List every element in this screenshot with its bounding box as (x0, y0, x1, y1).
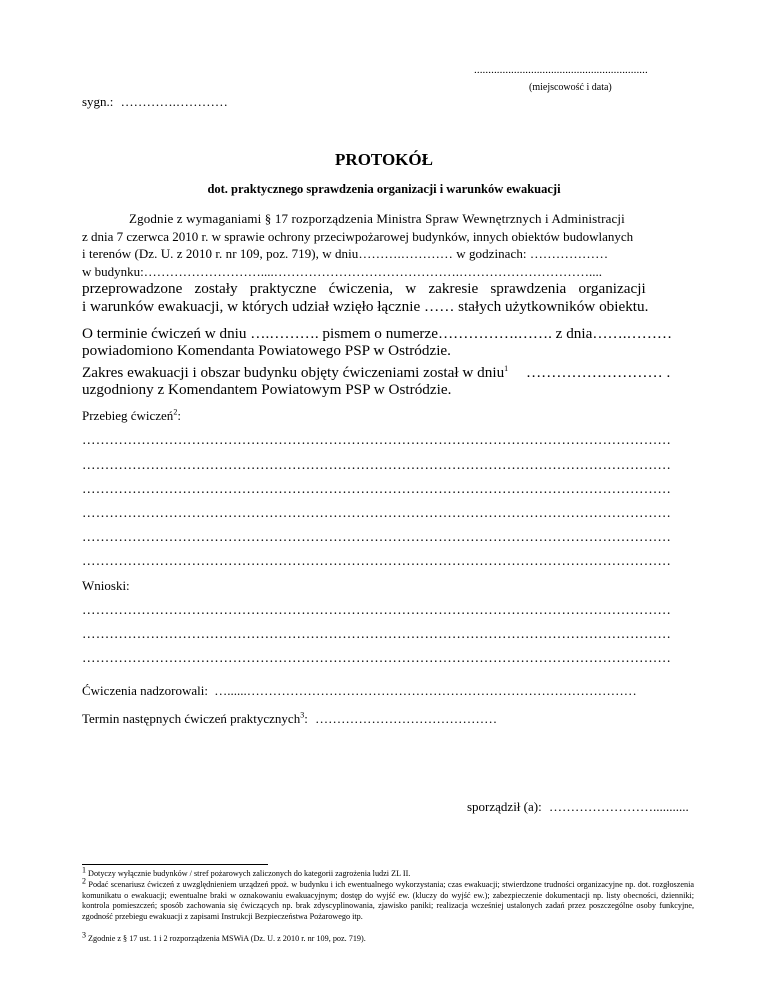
intro-line-4: w budynku:………………………....…………………………………….………………………….... (82, 264, 602, 279)
footnote-ref-3: 3 (300, 710, 305, 720)
footnote-2: $^2$ Podać scenariusz ćwiczeń z uwzględnieniem urządzeń ppoż. w budynku i ich ewentualnego wykorzystania; czas ewakuacji; stwierdzone trudności organizacyjne np. dot. rozgłoszenia komunikatu o ewakuacji; ewentualne braki w oznakowaniu ewakuacyjnym; dostęp do wyjść ew. (kluczy do wyjść ew.); zabezpieczenie dokumentacji np. listy obecności, dzienniki; kontrola pomieszczeń; sposób zachowania się ćwiczących np. brak zdyscyplinowania, zjawisko paniki; realizacja wcześniej ustalonych zadań przez poszczególne osoby funkcyjne, zgodność przebiegu ewakuacji z zapisami Instrukcji Bezpieczeństwa Pożarowego itp. (82, 876, 694, 921)
place-date-dots[interactable]: ............................................................. (474, 64, 648, 76)
course-line[interactable]: ………………………………………………………………………………………………………………… (82, 457, 672, 472)
supervised-line (82, 683, 637, 699)
footnote-ref-2: 2 (173, 407, 178, 417)
course-line[interactable]: ………………………………………………………………………………………………………………… (82, 481, 672, 496)
next-term-line: Termin następnych ćwiczeń praktycznych$^3$: …………………………………… (82, 710, 498, 726)
course-line[interactable]: ………………………………………………………………………………………………………………… (82, 505, 672, 520)
place-date-label: (miejscowość i data) (529, 82, 612, 93)
course-line[interactable]: ………………………………………………………………………………………………………………… (82, 553, 672, 568)
conclusions-label: Wnioski: (82, 578, 130, 593)
signature-label: sporządził (a): (467, 799, 542, 814)
next-term-field[interactable]: …………………………………… (315, 711, 498, 726)
scope-line-1: Zakres ewakuacji i obszar budynku objęty ćwiczeniami został w dniu$^1$ ……………………… . (82, 363, 671, 381)
course-line[interactable]: ………………………………………………………………………………………………………………… (82, 529, 672, 544)
intro-line-2: z dnia 7 czerwca 2010 r. w sprawie ochrony przeciwpożarowej budynków, innych obiektów budowlanych (82, 229, 634, 244)
notice-line-1: O terminie ćwiczeń w dniu ….………. pismem o numerze…………….……. z dnia…….……… (82, 325, 673, 342)
supervised-label: Ćwiczenia nadzorowali: (82, 683, 208, 698)
supervised-field[interactable]: …......……………………………………………………………………………… (214, 683, 637, 698)
conclusions-line[interactable]: ………………………………………………………………………………………………………………… (82, 602, 672, 617)
scope-date-field[interactable]: ……………………… . (525, 364, 671, 381)
footnote-ref-1: 1 (504, 363, 509, 373)
notice-line-2: powiadomiono Komendanta Powiatowego PSP w Ostródzie. (82, 342, 451, 359)
sygn-label: sygn.: (82, 94, 114, 109)
sygn-field[interactable]: ………….………… (120, 94, 228, 109)
intro-line-5: przeprowadzone zostały praktyczne ćwiczenia, w zakresie sprawdzenia organizacji (82, 280, 646, 297)
course-label: Przebieg ćwiczeń$^2$: (82, 407, 181, 423)
footnote-3: $^3$ Zgodnie z § 17 ust. 1 i 2 rozporządzenia MSWiA (Dz. U. z 2010 r. nr 109, poz. 719). (82, 930, 366, 943)
scope-line-2: uzgodniony z Komendantem Powiatowym PSP w Ostródzie. (82, 381, 452, 398)
intro-line-6: i warunków ewakuacji, w których udział wzięło łącznie …… stałych użytkowników obiektu. (82, 298, 649, 315)
document-subtitle: dot. praktycznego sprawdzenia organizacji i warunków ewakuacji (207, 182, 561, 196)
course-line[interactable]: ………………………………………………………………………………………………………………… (82, 432, 672, 447)
intro-line-3: i terenów (Dz. U. z 2010 r. nr 109, poz. 719), w dniu……….………… w godzinach: ……………… (82, 246, 609, 261)
next-term-label: Termin następnych ćwiczeń praktycznych (82, 711, 301, 726)
conclusions-line[interactable]: ………………………………………………………………………………………………………………… (82, 650, 672, 665)
signature-line (467, 799, 689, 815)
intro-line-1: Zgodnie z wymaganiami § 17 rozporządzenia Ministra Spraw Wewnętrznych i Administracji (129, 211, 625, 226)
footnote-separator (82, 864, 268, 865)
document-title: PROTOKÓŁ (335, 150, 433, 169)
signature-field[interactable]: ……………………........... (548, 799, 689, 814)
sygn-line (82, 94, 228, 110)
footnote-1: $^1$ Dotyczy wyłącznie budynków / stref pożarowych zaliczonych do kategorii zagrożenia ludzi ZL II. (82, 865, 411, 878)
conclusions-line[interactable]: ………………………………………………………………………………………………………………… (82, 626, 672, 641)
